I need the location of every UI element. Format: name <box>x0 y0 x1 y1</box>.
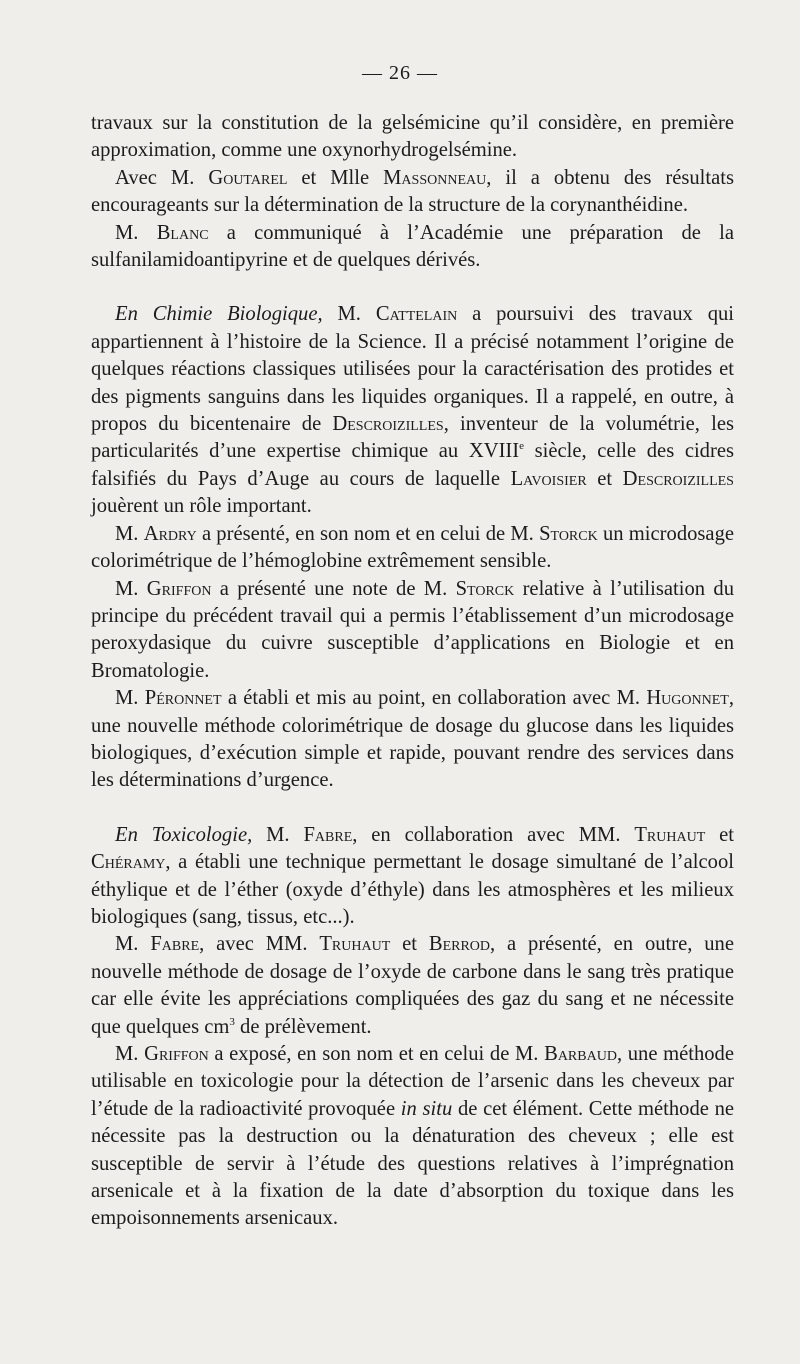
text-run: de prélèvement. <box>234 1015 372 1038</box>
text-run: un microdosage colorimétrique de l’hémoglobine extrêmement sensible. <box>91 522 735 573</box>
text-run: , en collaboration avec MM. <box>352 823 635 846</box>
text-run: a présenté, en son nom et en celui de M. <box>196 522 540 545</box>
paragraph <box>91 220 734 275</box>
text-run: M. <box>252 823 304 846</box>
italic-text: En Chimie Biologique, <box>115 303 323 326</box>
author-name: Fabre <box>150 933 200 956</box>
author-name: Descroizilles <box>622 467 734 490</box>
text-run: relative à l’utilisation du principe du précédent travail qui a permis l’établissement d’un microdosage peroxydasique du cuivre susceptible d’applications en Biologie et en Bromatologie. <box>91 577 734 682</box>
author-name: Chéramy <box>91 851 166 874</box>
text-run: et Mlle <box>287 166 384 189</box>
author-name: Barbaud <box>544 1043 617 1065</box>
italic-text: En Toxicologie, <box>115 823 253 846</box>
author-name: Cattelain <box>375 303 458 326</box>
text-run: M. <box>115 577 147 600</box>
text-run: M. <box>115 221 157 244</box>
author-name: Hugonnet <box>646 687 729 710</box>
author-name: Péronnet <box>144 687 222 710</box>
superscript: e <box>519 440 525 453</box>
text-run: , une nouvelle méthode colorimétrique de dosage du glucose dans les liquides biologiques, d’exécution simple et rapide, pouvant rendre des services dans les déterminations d’urgence. <box>91 687 734 792</box>
text-run: M. <box>115 522 144 545</box>
author-name: Griffon <box>146 577 212 600</box>
author-name: Storck <box>455 577 515 600</box>
italic-text: in situ <box>400 1097 453 1120</box>
author-name: Massonneau <box>383 166 487 189</box>
text-run: de cet élément. Cette méthode ne nécessite pas la destruction ou la dénaturation des cheveux ; elle est susceptible de servir à l’étude des questions relatives à l’imprégnation arsenicale et à la fixation de la date d’absorption du toxique dans les empoisonnements arsenicaux. <box>91 1097 735 1230</box>
text-run: siècle, celle des cidres falsifiés du Pays d’Auge au cours de laquelle <box>91 440 734 490</box>
author-name: Lavoisier <box>510 467 587 490</box>
text-run: , il a obtenu des résultats encourageants sur la détermination de la structure de la corynanthéidine. <box>91 166 734 217</box>
author-name: Blanc <box>156 221 209 244</box>
author-name: Fabre <box>303 823 353 846</box>
text-run: M. <box>322 303 376 326</box>
author-name: Goutarel <box>208 166 288 189</box>
paragraph <box>91 165 734 220</box>
text-run: M. <box>115 687 145 710</box>
superscript: 3 <box>229 1015 235 1028</box>
text-run: jouèrent un rôle important. <box>91 495 312 518</box>
paragraph <box>91 301 734 520</box>
paragraph <box>91 576 734 686</box>
text-run: , a établi une technique permettant le dosage simultané de l’alcool éthylique et de l’éther (oxyde d’éthyle) dans les atmosphères et les milieux biologiques (sang, tissus, etc...). <box>91 851 734 928</box>
body-text <box>91 110 734 1233</box>
text-run: M. <box>115 933 151 956</box>
author-name: Descroizilles <box>332 413 444 436</box>
author-name: Truhaut <box>319 933 391 956</box>
text-run: a poursuivi des travaux qui appartiennent à l’histoire de la Science. Il a précisé notamment l’origine de quelques réactions classiques utilisées pour la caractérisation des protides et des pigments sanguins dans les liquides organiques. Il a rappelé, en outre, à propos du bicentenaire de <box>91 303 735 436</box>
paragraph <box>91 685 734 795</box>
text-run: travaux sur la constitution de la gelsémicine qu’il considère, en première approximation, comme une oxynorhydrogelsémine. <box>91 112 734 162</box>
text-run: a établi et mis au point, en collaboration avec M. <box>221 687 647 710</box>
paragraph <box>91 521 734 576</box>
text-run: a communiqué à l’Académie une préparation de la sulfanilamidoantipyrine et de quelques dérivés. <box>91 221 734 272</box>
text-run: , une méthode utilisable en toxicologie pour la détection de l’arsenic dans les cheveux par l’étude de la radioactivité provoquée <box>91 1043 734 1120</box>
paragraph <box>91 110 734 165</box>
text-run: et <box>705 823 735 846</box>
author-name: Storck <box>539 522 598 545</box>
text-run: , a présenté, en outre, une nouvelle méthode de dosage de l’oxyde de carbone dans le sang très pratique car elle évite les appréciations compliquées des gaz du sang et ne nécessite que quelques cm <box>91 933 734 1038</box>
text-run: Avec M. <box>115 166 209 189</box>
author-name: Ardry <box>143 522 197 545</box>
paragraph <box>91 1041 734 1233</box>
author-name: Griffon <box>144 1043 209 1065</box>
page-number: — 26 — <box>362 62 438 84</box>
text-run: et <box>586 467 623 490</box>
text-run: a présenté une note de M. <box>211 577 456 600</box>
paragraph <box>91 931 734 1041</box>
text-run: a exposé, en son nom et en celui de M. <box>208 1043 545 1065</box>
author-name: Berrod <box>428 933 491 956</box>
text-run: , avec MM. <box>199 933 320 956</box>
text-run: M. <box>115 1043 145 1065</box>
paragraph <box>91 822 734 932</box>
text-run: , inventeur de la volumétrie, les particularités d’une expertise chimique au XVIII <box>91 413 734 463</box>
author-name: Truhaut <box>634 823 706 846</box>
text-run: et <box>390 933 429 956</box>
